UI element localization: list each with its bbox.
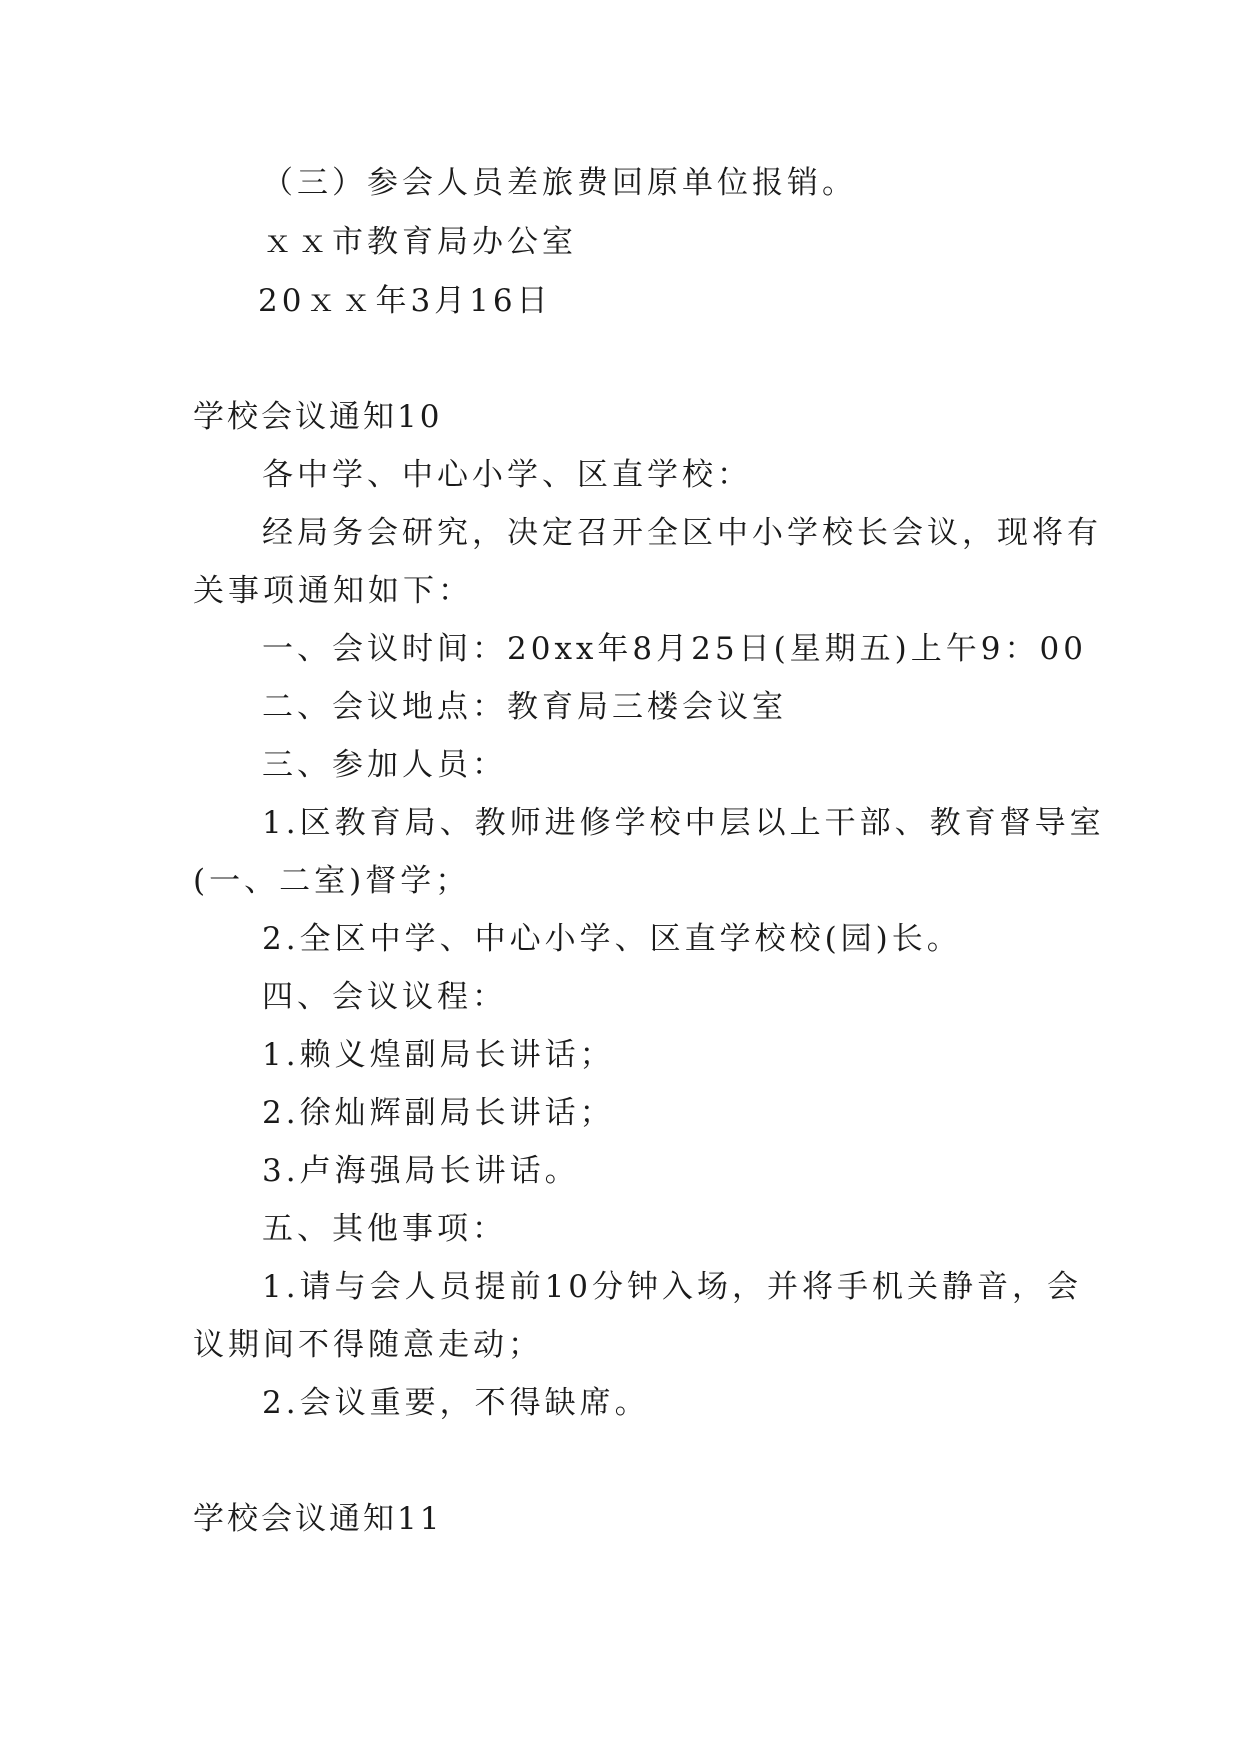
other-matters-item-1-cont: 议期间不得随意走动； [193, 1327, 543, 1363]
notice-10-recipients: 各中学、中心小学、区直学校： [262, 457, 752, 493]
issue-date: 20ｘｘ年3月16日 [258, 283, 552, 319]
notice-10-intro-cont: 关事项通知如下： [193, 573, 473, 609]
agenda-item-3: 3.卢海强局长讲话。 [262, 1153, 580, 1189]
issuer-office: ｘｘ市教育局办公室 [262, 224, 577, 260]
agenda-item-1: 1.赖义煌副局长讲话； [262, 1037, 615, 1073]
travel-expense-line: （三）参会人员差旅费回原单位报销。 [262, 165, 857, 201]
notice-10-title: 学校会议通知10 [193, 399, 443, 435]
attendees-item-1: 1.区教育局、教师进修学校中层以上干部、教育督导室 [262, 805, 1105, 841]
other-matters-heading: 五、其他事项： [262, 1211, 507, 1247]
attendees-item-2: 2.全区中学、中心小学、区直学校校(园)长。 [262, 921, 962, 957]
meeting-location: 二、会议地点：教育局三楼会议室 [262, 689, 787, 725]
other-matters-item-1: 1.请与会人员提前10分钟入场，并将手机关静音，会 [262, 1269, 1083, 1305]
agenda-item-2: 2.徐灿辉副局长讲话； [262, 1095, 615, 1131]
meeting-time: 一、会议时间：20xx年8月25日(星期五)上午9：00 [262, 631, 1087, 667]
agenda-heading: 四、会议议程： [262, 979, 507, 1015]
other-matters-item-2: 2.会议重要，不得缺席。 [262, 1385, 650, 1421]
notice-10-intro: 经局务会研究，决定召开全区中小学校长会议，现将有 [262, 515, 1102, 551]
notice-11-title: 学校会议通知11 [193, 1501, 443, 1537]
attendees-item-1-cont: (一、二室)督学； [193, 863, 471, 899]
attendees-heading: 三、参加人员： [262, 747, 507, 783]
